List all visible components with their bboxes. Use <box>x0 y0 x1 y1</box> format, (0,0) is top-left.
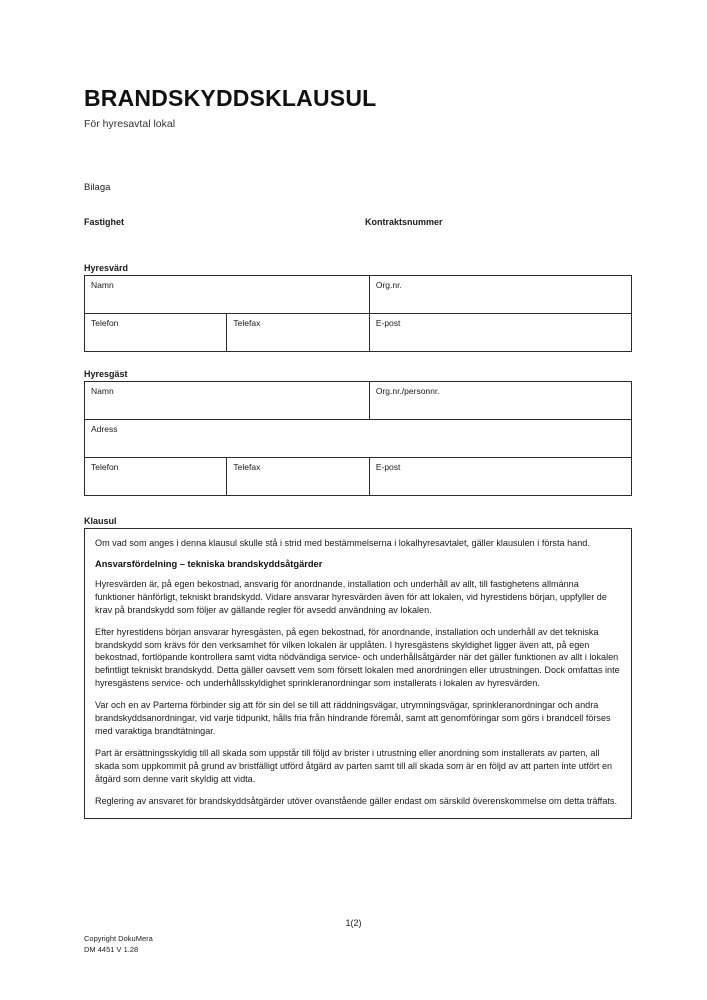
section-label-clause: Klausul <box>84 516 117 526</box>
table-row <box>85 276 632 314</box>
table-row <box>85 420 632 458</box>
field-tenant-telefon[interactable]: Telefon <box>85 458 227 496</box>
field-landlord-orgnr[interactable]: Org.nr. <box>369 276 631 314</box>
section-label-landlord: Hyresvärd <box>84 263 129 273</box>
clause-paragraph: Part är ersättningsskyldig till all skada som uppstår till följd av brister i utrustning eller anordning som installerats av parten, all skada som uppkommit på grund av bristfälligt utförd åtgärd av parten samt till all skada som är en följd av att parten inte utfört en åtgärd som denne varit skyldig att vidta. <box>95 747 613 784</box>
clause-box <box>84 528 632 819</box>
table-row <box>85 382 632 420</box>
bilaga-label: Bilaga <box>84 182 111 193</box>
field-tenant-epost[interactable]: E-post <box>369 458 631 496</box>
page-title: BRANDSKYDDSKLAUSUL <box>84 85 377 111</box>
clause-intro: Om vad som anges i denna klausul skulle stå i strid med bestämmelserna i lokalhyresavtalet, gäller klausulen i första hand. <box>95 538 590 548</box>
field-tenant-orgnr-personnr[interactable]: Org.nr./personnr. <box>369 382 631 420</box>
clause-paragraph: Var och en av Parterna förbinder sig att för sin del se till att räddningsvägar, utrymningsvägar, sprinkleranordningar och andra brandskyddsanordningar, vid varje tidpunkt, hålls fria från hindrande föremål, samt att genomföringar som görs i brandcell förses med varaktiga brandtätningar. <box>95 700 611 736</box>
field-landlord-telefax[interactable]: Telefax <box>227 314 369 352</box>
field-landlord-telefon[interactable]: Telefon <box>85 314 227 352</box>
landlord-table <box>84 275 632 352</box>
field-tenant-adress[interactable]: Adress <box>85 420 632 458</box>
clause-paragraph: Hyresvärden är, på egen bekostnad, ansvarig för anordnande, installation och underhåll av allt, till fastighetens allmänna funktioner hänförligt, tekniskt brandskydd. Vidare ansvarar hyresvärden även för att lokalen, vid hyrestidens början, uppfyller de krav på brandskydd som följer av gällande regler för avsedd användning av lokalen. <box>95 578 607 615</box>
section-label-tenant: Hyresgäst <box>84 369 128 379</box>
footer-doc-code: DM 4451 V 1.28 <box>84 944 139 954</box>
tenant-table <box>84 381 632 496</box>
meta-row <box>84 217 632 231</box>
page-number: 1(2) <box>345 918 362 928</box>
table-row <box>85 314 632 352</box>
field-landlord-namn[interactable]: Namn <box>85 276 370 314</box>
page-subtitle: För hyresavtal lokal <box>84 118 176 130</box>
field-tenant-telefax[interactable]: Telefax <box>227 458 369 496</box>
footer-meta <box>84 934 153 956</box>
document-content <box>84 0 632 819</box>
kontraktsnummer-label: Kontraktsnummer <box>365 217 443 227</box>
table-row <box>85 458 632 496</box>
clause-paragraph: Reglering av ansvaret för brandskyddsåtgärder utöver ovanstående gäller endast om särskild överenskommelse om detta träffats. <box>95 795 617 806</box>
fastighet-label: Fastighet <box>84 217 125 227</box>
clause-heading: Ansvarsfördelning – tekniska brandskyddsåtgärder <box>95 558 323 569</box>
field-tenant-namn[interactable]: Namn <box>85 382 370 420</box>
field-landlord-epost[interactable]: E-post <box>369 314 631 352</box>
footer-copyright: Copyright DokuMera <box>84 934 153 943</box>
clause-paragraph: Efter hyrestidens början ansvarar hyresgästen, på egen bekostnad, för anordnande, installation och underhåll av det tekniska brandskydd som krävs för den verksamhet för vilken lokalen är upplåten. I hyresgästens skyldighet ligger även att, på egen bekostnad, fortlöpande kontrollera samt vidta nödvändiga service- och underhållsåtgärder när det gäller funktionen av allt i lokalen befintligt tekniskt brandskydd. Detta gäller oavsett vem som försett lokalen med anordningen eller utrustningen. Dock omfattas inte hyresgästens service- och underhållsskyldighet sprinkleranordningar som installerats i lokalen av hyresvärden. <box>95 626 620 689</box>
